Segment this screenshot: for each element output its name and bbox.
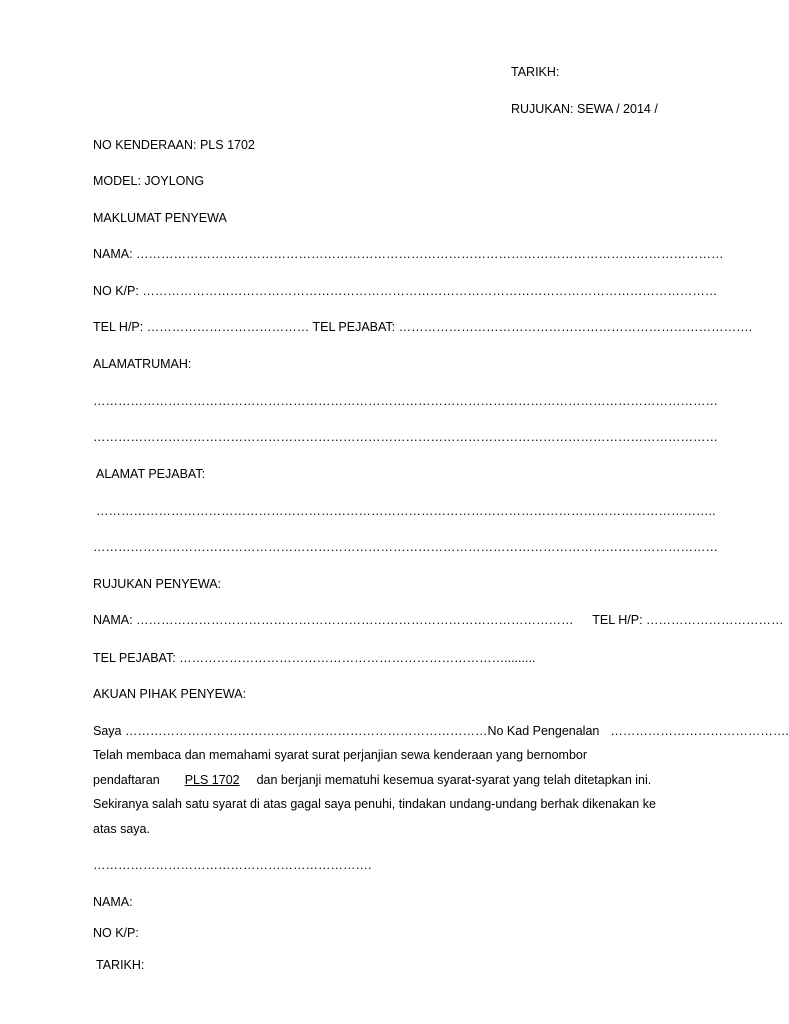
declaration-heading: AKUAN PIHAK PENYEWA: — [93, 687, 247, 701]
home-address-label: ALAMATRUMAH: — [93, 357, 192, 371]
signatory-date-label: TARIKH: — [96, 958, 145, 972]
declaration-line-4: Sekiranya salah satu syarat di atas gagal saya penuhi, tindakan undang-undang berhak dikenakan ke — [93, 797, 656, 811]
reference-heading: RUJUKAN PENYEWA: — [93, 577, 222, 591]
home-address-line-1[interactable]: …………………………………………………………………………………………………………………………………… — [93, 394, 718, 408]
reference-mobile-field[interactable]: TEL H/P: …………………………… — [592, 613, 784, 627]
signatory-name-label: NAMA: — [93, 895, 133, 909]
declaration-name-ic-field[interactable]: Saya ……………………………………………………………………………No Kad Pengenalan — [93, 724, 600, 738]
declaration-line-3 — [93, 772, 651, 788]
renter-office-phone-field[interactable]: TEL PEJABAT: …………………………………………………………………………. — [312, 320, 753, 334]
office-address-line-2[interactable]: …………………………………………………………………………………………………………………………………… — [93, 540, 718, 554]
vehicle-registration: NO KENDERAAN: PLS 1702 — [93, 138, 255, 152]
renter-name-field[interactable]: NAMA: …………………………………………………………………………………………………………………………… — [93, 247, 724, 261]
reference-name-field[interactable]: NAMA: …………………………………………………………………………………………… — [93, 613, 574, 627]
office-address-line-1[interactable]: ………………………………………………………………………………………………………………………………….. — [96, 504, 716, 518]
date-label: TARIKH: — [511, 65, 560, 79]
registration-plate: PLS 1702 — [184, 773, 240, 787]
home-address-line-2[interactable]: …………………………………………………………………………………………………………………………………… — [93, 430, 718, 444]
declaration-ic-number-field[interactable]: ……………………………………. — [610, 724, 789, 738]
signature-line[interactable]: …………………………………………………………. — [93, 858, 372, 872]
reference-office-phone-field[interactable]: TEL PEJABAT: ……………………………………………………………………......... — [93, 651, 536, 665]
reference-number: RUJUKAN: SEWA / 2014 / — [511, 102, 658, 116]
renter-mobile-field[interactable]: TEL H/P: ………………………………… — [93, 320, 310, 334]
office-address-label: ALAMAT PEJABAT: — [96, 467, 206, 481]
reference-row — [93, 612, 784, 628]
declaration-line-5: atas saya. — [93, 822, 150, 836]
declaration-text-b: dan berjanji mematuhi kesemua syarat-syarat yang telah ditetapkan ini. — [256, 773, 652, 787]
signatory-ic-label: NO K/P: — [93, 926, 139, 940]
renter-phone-row — [93, 319, 752, 335]
renter-ic-field[interactable]: NO K/P: ………………………………………………………………………………………………………………………… — [93, 284, 718, 298]
declaration-line-2: Telah membaca dan memahami syarat surat perjanjian sewa kenderaan yang bernombor — [93, 748, 588, 762]
declaration-line-1 — [93, 723, 789, 739]
declaration-text-a: pendaftaran — [93, 773, 160, 787]
renter-info-heading: MAKLUMAT PENYEWA — [93, 211, 227, 225]
vehicle-model: MODEL: JOYLONG — [93, 174, 205, 188]
